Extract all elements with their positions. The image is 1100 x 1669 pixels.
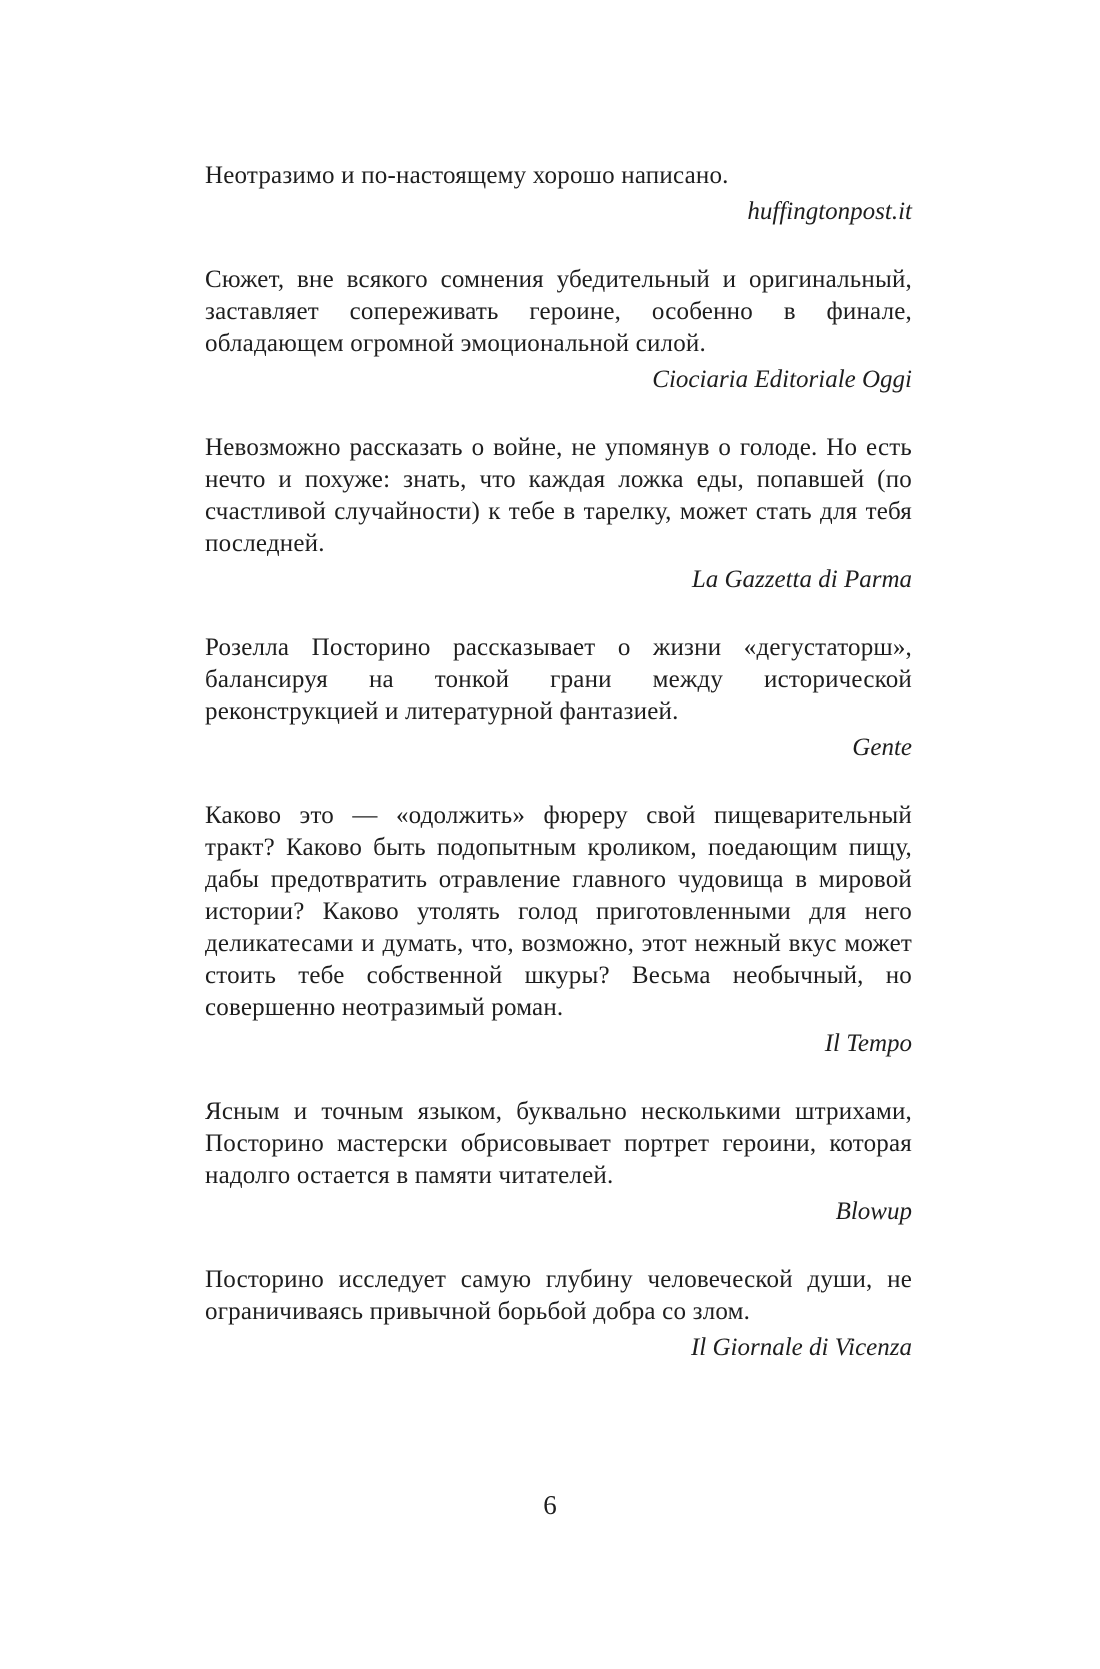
reviews-page: [205, 160, 912, 1400]
review: [205, 264, 912, 396]
review: [205, 432, 912, 596]
review-quote: Невозможно рассказать о войне, не упомянув о голоде. Но есть нечто и похуже: знать, что каждая ложка еды, попавшей (по счастливой случайности) к тебе в тарелку, может стать для тебя последней.: [205, 434, 912, 557]
review: [205, 160, 912, 228]
review-source: Ciociaria Editoriale Oggi: [652, 366, 912, 393]
review-quote: Розелла Посторино рассказывает о жизни «дегустаторш», балансируя на тонкой грани между исторической реконструкцией и литературной фантазией.: [205, 634, 912, 725]
review-quote: Сюжет, вне всякого сомнения убедительный и оригинальный, заставляет сопереживать героине, особенно в финале, обладающем огромной эмоциональной силой.: [205, 266, 912, 357]
review-quote: Каково это — «одолжить» фюреру свой пищеварительный тракт? Каково быть подопытным кроликом, поедающим пищу, дабы предотвратить отравление главного чудовища в мировой истории? Каково утолять голод приготовленными для него деликатесами и думать, что, возможно, этот нежный вкус может стоить тебе собственной шкуры? Весьма необычный, но совершенно неотразимый роман.: [205, 802, 912, 1021]
review: [205, 1096, 912, 1228]
review-source: Gente: [852, 734, 912, 761]
review-source: Il Tempo: [824, 1030, 912, 1057]
review-quote: Ясным и точным языком, буквально несколькими штрихами, Посторино мастерски обрисовывает портрет героини, которая надолго остается в памяти читателей.: [205, 1098, 912, 1189]
page-number: 6: [543, 1490, 557, 1520]
review-source: La Gazzetta di Parma: [691, 566, 912, 593]
review-source: huffingtonpost.it: [747, 198, 912, 225]
review: [205, 632, 912, 764]
review-source: Blowup: [835, 1198, 912, 1225]
review-quote: Посторино исследует самую глубину человеческой души, не ограничиваясь привычной борьбой добра со злом.: [205, 1266, 912, 1325]
review-source: Il Giornale di Vicenza: [690, 1334, 912, 1361]
review: [205, 800, 912, 1060]
review: [205, 1264, 912, 1364]
review-quote: Неотразимо и по-настоящему хорошо написано.: [205, 162, 729, 189]
